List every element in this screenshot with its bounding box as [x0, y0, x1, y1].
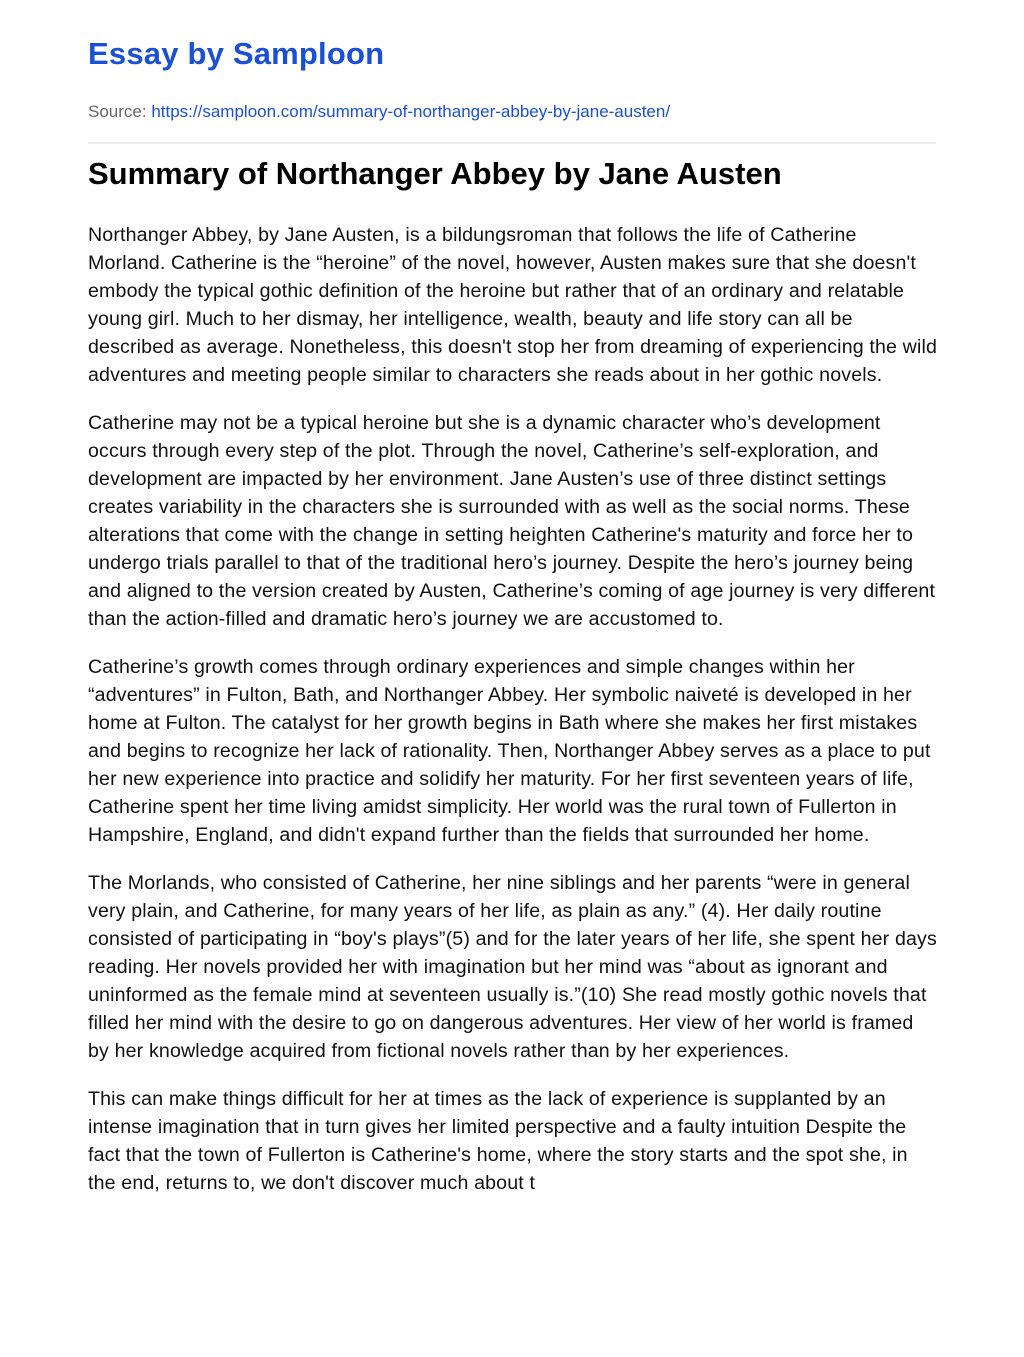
source-label: Source: [88, 102, 147, 121]
source-link[interactable]: https://samploon.com/summary-of-northanger-abbey-by-jane-austen/ [151, 102, 671, 121]
paragraph: Catherine’s growth comes through ordinary experiences and simple changes within her “adventures” in Fulton, Bath, and Northanger Abbey. Her symbolic naiveté is developed in her home at Fulton. The catalyst for her growth begins in Bath where she makes her first mistakes and begins to recognize her lack of rationality. Then, Northanger Abbey serves as a place to put her new experience into practice and solidify her maturity. For her first seventeen years of life, Catherine spent her time living amidst simplicity. Her world was the rural town of Fullerton in Hampshire, England, and didn't expand further than the fields that surrounded her home. [88, 656, 931, 846]
article-body [88, 221, 938, 1217]
paragraph: Northanger Abbey, by Jane Austen, is a bildungsroman that follows the life of Catherine Morland. Catherine is the “heroine” of the novel, however, Austen makes sure that she doesn't embody the typical gothic definition of the heroine but rather that of an ordinary and relatable young girl. Much to her dismay, her intelligence, wealth, beauty and life story can all be described as average. Nonetheless, this doesn't stop her from dreaming of experiencing the wild adventures and meeting people similar to characters she reads about in her gothic novels. [88, 224, 938, 386]
site-brand[interactable]: Essay by Samploon [88, 36, 385, 71]
article-title: Summary of Northanger Abbey by Jane Austen [88, 156, 782, 191]
divider [88, 142, 936, 144]
paragraph: Catherine may not be a typical heroine but she is a dynamic character who’s development occurs through every step of the plot. Through the novel, Catherine’s self-exploration, and development are impacted by her environment. Jane Austen’s use of three distinct settings creates variability in the characters she is surrounded with as well as the social norms. These alterations that come with the change in setting heighten Catherine's maturity and force her to undergo trials parallel to that of the traditional hero’s journey. Despite the hero’s journey being and aligned to the version created by Austen, Catherine’s coming of age journey is very different than the action-filled and dramatic hero’s journey we are accustomed to. [88, 412, 936, 630]
paragraph: This can make things difficult for her at times as the lack of experience is supplanted by an intense imagination that in turn gives her limited perspective and a faulty intuition Despite the fact that the town of Fullerton is Catherine's home, where the story starts and the spot she, in the end, returns to, we don't discover much about t [88, 1088, 908, 1194]
source-line [88, 102, 670, 122]
paragraph: The Morlands, who consisted of Catherine, her nine siblings and her parents “were in general very plain, and Catherine, for many years of her life, as plain as any.” (4). Her daily routine consisted of participating in “boy's plays”(5) and for the later years of her life, she spent her days reading. Her novels provided her with imagination but her mind was “about as ignorant and uninformed as the female mind at seventeen usually is.”(10) She read mostly gothic novels that filled her mind with the desire to go on dangerous adventures. Her view of her world is framed by her knowledge acquired from fictional novels rather than by her experiences. [88, 872, 937, 1062]
